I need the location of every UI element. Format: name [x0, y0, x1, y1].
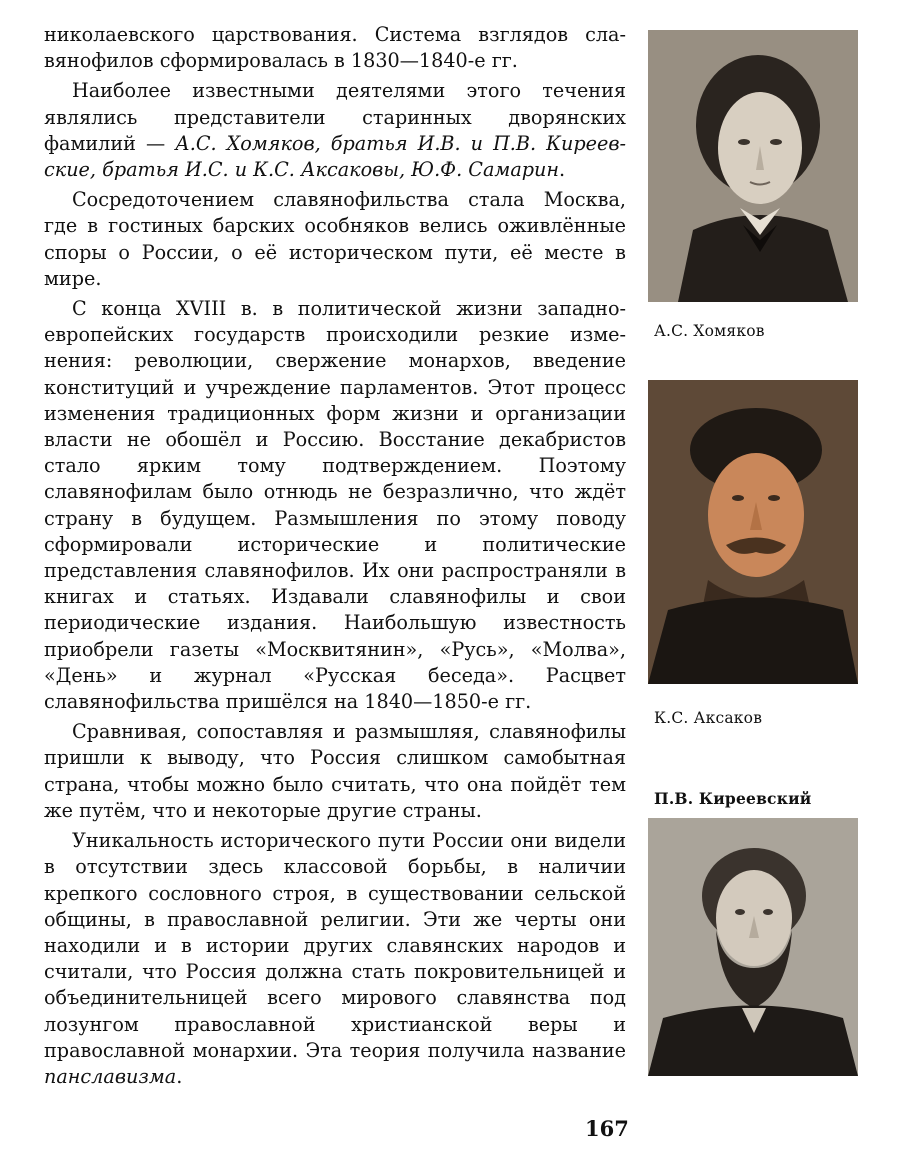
text-span: Сосредоточением славянофильства стала Москва, где в гостиных барских особняков велись оживлённые споры о России, о её историческом пути, её месте в мире. — [44, 188, 626, 290]
caption-aksakov: К.С. Аксаков — [654, 709, 763, 727]
paragraph — [44, 187, 626, 292]
caption-khomyakov: А.С. Хомяков — [654, 322, 765, 340]
caption-kireevsky: П.В. Киреевский — [654, 789, 812, 808]
page-number: 167 — [585, 1116, 629, 1141]
text-span: . — [559, 158, 566, 182]
body-text — [44, 22, 626, 1094]
paragraph — [44, 828, 626, 1090]
text-span: . — [176, 1064, 183, 1088]
text-span: Сравнивая, сопоставляя и размышляя, славянофилы пришли к выводу, что Россия слишком самобытная страна, чтобы можно было считать, что она пойдёт тем же путём, что и некоторые другие страны. — [44, 720, 626, 822]
paragraph — [44, 22, 626, 74]
paragraph — [44, 296, 626, 715]
text-span: Наиболее известными деятелями этого течения являлись представители старинных дворянских фамилий — — [44, 79, 626, 155]
portrait-aksakov — [648, 380, 858, 684]
text-span: Уникальность исторического пути России они видели в отсутствии здесь классовой борьбы, в наличии крепкого сословного строя, в существовании сельской общины, в православной религии. Эти же черты они находили и в истории других славянских народов и считали, что Россия должна стать покровительницей и объединительницей всего мирового славянства под лозунгом православной христианской веры и православной монархии. Эта теория получила название — [44, 829, 626, 1062]
italic-text: А.С. Хомяков, братья И.В. и П.В. Киреевские, братья И.С. и К.С. Аксаковы, Ю.Ф. Самарин — [44, 131, 626, 182]
paragraph — [44, 78, 626, 183]
text-span: С конца XVIII в. в политической жизни западноевропейских государств происходили резкие изменения: революции, свержение монархов, введение конституций и учреждение парламентов. Этот процесс изменения традиционных форм жизни и организации власти не обошёл и Россию. Восстание декабристов стало ярким тому подтверждением. Поэтому славянофилам было отнюдь не безразлично, что ждёт страну в будущем. Размышления по этому поводу сформировали исторические и политические представления славянофилов. Их они распространяли в книгах и статьях. Издавали славянофилы и свои периодические издания. Наибольшую известность приобрели газеты «Москвитянин», «Русь», «Молва», «День» и журнал «Русская беседа». Расцвет славянофильства пришёлся на 1840—1850-е гг. — [44, 297, 626, 714]
italic-text: панславизма — [44, 1064, 177, 1088]
portrait-kireevsky — [648, 818, 858, 1076]
portrait-khomyakov — [648, 30, 858, 302]
text-span: николаевского царствования. Система взглядов славянофилов сформировалась в 1830—1840-е гг. — [44, 23, 626, 73]
paragraph — [44, 719, 626, 824]
